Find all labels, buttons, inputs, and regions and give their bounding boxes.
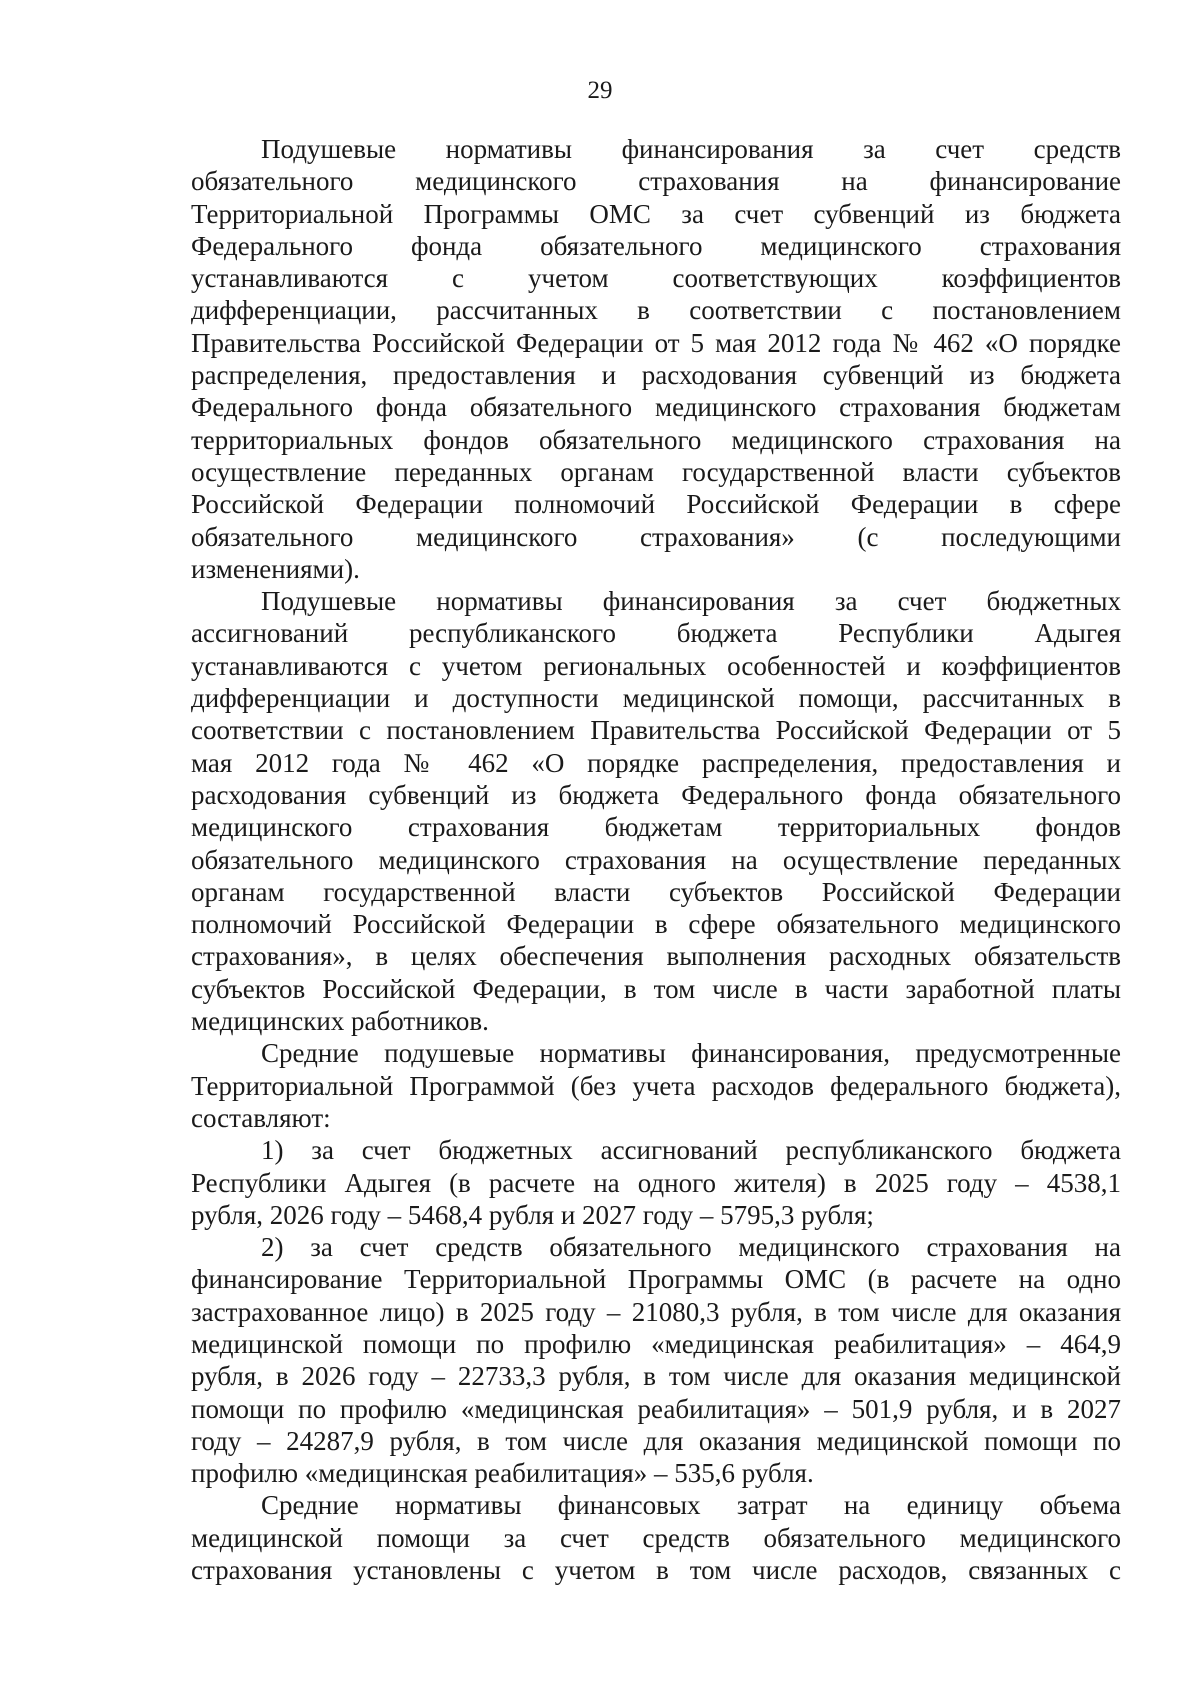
text-line: ассигнований республиканского бюджета Республики Адыгея (191, 618, 1121, 649)
text-line: соответствии с постановлением Правительства Российской Федерации от 5 (191, 715, 1121, 746)
text-line: Правительства Российской Федерации от 5 мая 2012 года № 462 «О порядке (191, 327, 1121, 358)
page-number: 29 (587, 77, 613, 104)
text-line: 2) за счет средств обязательного медицинского страхования на (261, 1232, 1121, 1263)
text-line: Средние нормативы финансовых затрат на единицу объема (261, 1490, 1121, 1521)
text-line: обязательного медицинского страхования» (с последующими (191, 521, 1121, 552)
text-line: осуществление переданных органам государственной власти субъектов (191, 456, 1121, 487)
text-line: расходования субвенций из бюджета Федерального фонда обязательного (191, 779, 1121, 810)
text-line: составляют: (191, 1102, 331, 1133)
text-line: медицинских работников. (191, 1006, 489, 1037)
text-line: медицинского страхования бюджетам территориальных фондов (191, 812, 1121, 843)
text-line: обязательного медицинского страхования на финансирование (191, 166, 1121, 197)
text-line: субъектов Российской Федерации, в том числе в части заработной платы (191, 973, 1121, 1004)
text-line: Федерального фонда обязательного медицинского страхования бюджетам (191, 392, 1121, 423)
text-line: Территориальной Программы ОМС за счет субвенций из бюджета (191, 198, 1121, 229)
text-line: устанавливаются с учетом региональных особенностей и коэффициентов (191, 650, 1121, 681)
text-line: Средние подушевые нормативы финансирования, предусмотренные (261, 1038, 1121, 1069)
text-line: дифференциации и доступности медицинской помощи, рассчитанных в (191, 683, 1121, 714)
text-line: Территориальной Программой (без учета расходов федерального бюджета), (191, 1070, 1121, 1101)
text-line: 1) за счет бюджетных ассигнований республиканского бюджета (261, 1135, 1121, 1166)
text-line: помощи по профилю «медицинская реабилитация» – 501,9 рубля, и в 2027 (191, 1393, 1121, 1424)
text-line: году – 24287,9 рубля, в том числе для оказания медицинской помощи по (191, 1425, 1121, 1456)
text-line: Федерального фонда обязательного медицинского страхования (191, 230, 1121, 261)
text-line: страхования», в целях обеспечения выполнения расходных обязательств (191, 941, 1121, 972)
text-line: Российской Федерации полномочий Российской Федерации в сфере (191, 489, 1121, 520)
text-line: рубля, 2026 году – 5468,4 рубля и 2027 году – 5795,3 рубля; (191, 1199, 874, 1230)
text-line: органам государственной власти субъектов Российской Федерации (191, 876, 1121, 907)
text-line: обязательного медицинского страхования на осуществление переданных (191, 844, 1121, 875)
text-line: устанавливаются с учетом соответствующих коэффициентов (191, 263, 1121, 294)
text-line: страхования установлены с учетом в том числе расходов, связанных с (191, 1555, 1121, 1586)
text-line: территориальных фондов обязательного медицинского страхования на (191, 424, 1121, 455)
document-body (191, 133, 1121, 1586)
text-line: рубля, в 2026 году – 22733,3 рубля, в том числе для оказания медицинской (191, 1361, 1121, 1392)
text-line: мая 2012 года № 462 «О порядке распределения, предоставления и (191, 747, 1121, 778)
text-line: полномочий Российской Федерации в сфере обязательного медицинского (191, 909, 1121, 940)
text-line: Республики Адыгея (в расчете на одного жителя) в 2025 году – 4538,1 (191, 1167, 1121, 1198)
text-line: распределения, предоставления и расходования субвенций из бюджета (191, 360, 1121, 391)
text-line: профилю «медицинская реабилитация» – 535,6 рубля. (191, 1458, 814, 1489)
text-line: финансирование Территориальной Программы ОМС (в расчете на одно (191, 1264, 1121, 1295)
text-line: дифференциации, рассчитанных в соответствии с постановлением (191, 295, 1121, 326)
text-line: Подушевые нормативы финансирования за счет средств (261, 134, 1121, 164)
text-line: застрахованное лицо) в 2025 году – 21080,3 рубля, в том числе для оказания (191, 1296, 1121, 1327)
text-line: медицинской помощи по профилю «медицинская реабилитация» – 464,9 (191, 1328, 1121, 1359)
text-line: медицинской помощи за счет средств обязательного медицинского (191, 1522, 1121, 1553)
text-line: изменениями). (191, 553, 360, 584)
text-line: Подушевые нормативы финансирования за счет бюджетных (261, 586, 1121, 617)
